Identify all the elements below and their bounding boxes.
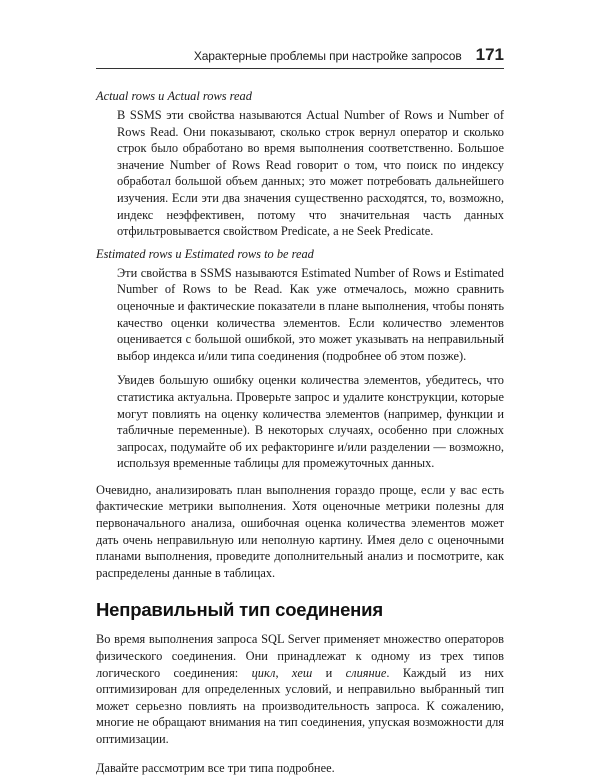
closing-paragraph: Давайте рассмотрим все три типа подробнее. (96, 760, 335, 775)
summary-paragraph: Очевидно, анализировать план выполнения гораздо проще, если у вас есть фактические метрики выполнения. Хотя оценочные метрики полезны для первоначального анализа, ошибочная оценка количества элементов может дать очень неправильную или неполную картину. Имея дело с оценочными планами выполнения, проведите дополнительный анализ и посмотрите, как распределены данные в таблицах. (96, 482, 504, 580)
join-type-merge: слияние (345, 665, 387, 680)
join-type-hash: хеш (291, 665, 313, 680)
term-estimated-rows: Estimated rows и Estimated rows to be read (96, 246, 314, 261)
section-heading: Неправильный тип соединения (96, 599, 383, 621)
definition-estimated-rows: Эти свойства в SSMS называются Estimated Number of Rows и Estimated Number of Rows to be Read. Как уже отмечалось, можно сравнить оценочные и фактические показатели в плане выполнения, чтобы понять качество оценки количества элементов. Если количество элементов оценивается с большой ошибкой, это может указывать на неправильный выбор индекса и/или типа соединения (подробнее об этом позже). (117, 265, 504, 363)
page-content (96, 88, 504, 776)
running-title: Характерные проблемы при настройке запросов (193, 49, 462, 63)
join-types-paragraph: Во время выполнения запроса SQL Server применяет множество операторов физического соединения. Они принадлежат к одному из трех типов логического соединения: цикл, хеш и слияние. Каждый из них оптимизирован для определенных условий, и неправильно выбранный тип может серьезно повлиять на производительность запроса. К сожалению, многие не обращают внимания на тип соединения, упуская возможности для оптимизации. (96, 632, 505, 746)
page-number: 171 (475, 45, 504, 64)
join-types-rest: . Каждый из них оптимизирован для определенных условий, и неправильно выбранный тип может серьезно повлиять на производительность запроса. К сожалению, многие не обращают внимания на тип соединения, упуская возможности для оптимизации. (96, 665, 505, 746)
join-type-loop: цикл (251, 665, 276, 680)
definition-estimated-rows-advice: Увидев большую ошибку оценки количества элементов, убедитесь, что статистика актуальна. Проверьте запрос и удалите конструкции, которые могут повлиять на оценку количества элементов (например, функции и табличные переменные). В некоторых случаях, особенно при сложных запросах, подумайте об их рефакторинге и/или разделении — возможно, используя временные таблицы для промежуточных данных. (117, 373, 504, 471)
running-header (96, 42, 504, 69)
definition-actual-rows: В SSMS эти свойства называются Actual Number of Rows и Number of Rows Read. Они показывают, сколько строк вернул оператор и сколько строк было обработано во время выполнения соответственно. Большое значение Number of Rows Read говорит о том, что поиск по индексу обработал большой объем данных; это может потребовать дальнейшего изучения. Если эти два значения существенно расходятся, то, возможно, индекс неэффективен, потому что значительная часть данных отфильтровывается свойством Predicate, а не Seek Predicate. (117, 108, 504, 239)
term-actual-rows: Actual rows и Actual rows read (96, 89, 252, 103)
join-types-and: и (312, 665, 346, 680)
join-types-intro: Во время выполнения запроса SQL Server применяет множество операторов физического соединения. Они принадлежат к одному из трех типов логического соединения: (96, 632, 504, 680)
